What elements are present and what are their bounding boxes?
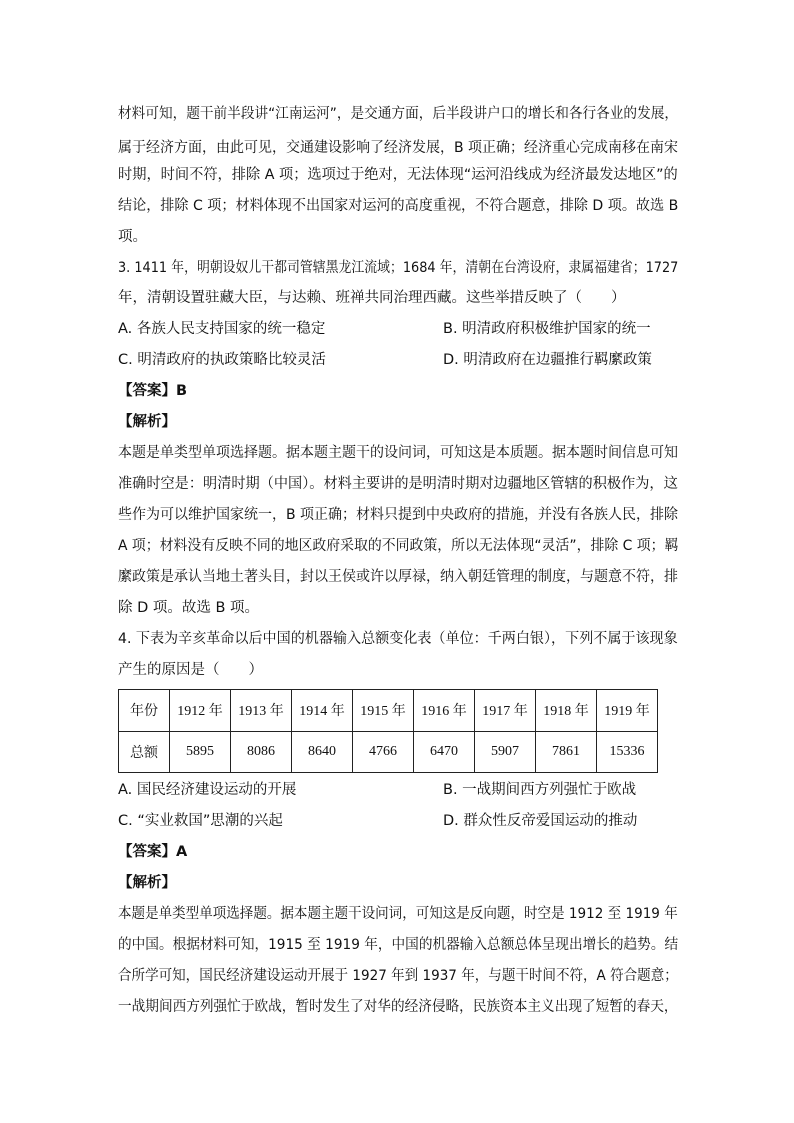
q3-analysis-line: 些作为可以维护国家统一，B 项正确；材料只提到中央政府的措施，并没有各族人民，排除 [118, 507, 679, 523]
q4-answer: 【答案】A [118, 844, 188, 860]
q4-option-b: B. 一战期间西方列强忙于欧战 [443, 782, 637, 798]
q3-analysis-line: 縻政策是承认当地土著头目，封以王侯或许以厚禄，纳入朝廷管理的制度，与题意不符，排 [118, 569, 678, 585]
table-header-cell: 年份 [119, 690, 170, 732]
text-line: 材料可知，题干前半段讲“江南运河”，是交通方面，后半段讲户口的增长和各行各业的发展， [118, 106, 679, 122]
q3-analysis-label: 【解析】 [118, 414, 176, 430]
table-cell: 1914 年 [292, 690, 353, 732]
q3-answer: 【答案】B [118, 383, 188, 399]
table-row [119, 690, 658, 732]
text-line: 时期，时间不符，排除 A 项；选项过于绝对，无法体现“运河沿线成为经济最发达地区”的 [118, 167, 678, 183]
question-3-stem: 3. 1411 年，明朝设奴儿干都司管辖黑龙江流域；1684 年，清朝在台湾设府，隶属福建省；1727 [118, 260, 679, 276]
q4-option-d: D. 群众性反帝爱国运动的推动 [443, 813, 638, 829]
q3-option-a: A. 各族人民支持国家的统一稳定 [118, 321, 326, 337]
question-3-stem: 年，清朝设置驻藏大臣，与达赖、班禅共同治理西藏。这些举措反映了（ ） [118, 290, 626, 306]
q3-option-d: D. 明清政府在边疆推行羁縻政策 [443, 352, 652, 368]
table-row [119, 731, 658, 773]
table-cell: 5895 [170, 731, 231, 773]
table-cell: 1918 年 [536, 690, 597, 732]
q3-option-c: C. 明清政府的执政策略比较灵活 [118, 352, 326, 368]
q3-option-b: B. 明清政府积极维护国家的统一 [443, 321, 651, 337]
q4-analysis-label: 【解析】 [118, 875, 176, 891]
text-line: 项。 [118, 229, 147, 245]
table-cell: 7861 [536, 731, 597, 773]
q4-analysis-line: 的中国。根据材料可知，1915 至 1919 年，中国的机器输入总额总体呈现出增长的趋势。结 [118, 937, 679, 953]
q4-analysis-line: 一战期间西方列强忙于欧战，暂时发生了对华的经济侵略，民族资本主义出现了短暂的春天， [118, 999, 678, 1015]
table-cell: 1916 年 [414, 690, 475, 732]
table-cell: 1917 年 [475, 690, 536, 732]
question-4-stem: 产生的原因是（ ） [118, 662, 263, 678]
table-cell: 4766 [353, 731, 414, 773]
table-cell: 8086 [231, 731, 292, 773]
table-header-cell: 总额 [119, 731, 170, 773]
q4-analysis-line: 合所学可知，国民经济建设运动开展于 1927 年到 1937 年，与题干时间不符，A 符合题意； [118, 968, 678, 984]
q3-analysis-line: 除 D 项。故选 B 项。 [118, 600, 260, 616]
q3-analysis-line: 准确时空是：明清时期（中国）。材料主要讲的是明清时期对边疆地区管辖的积极作为，这 [118, 476, 678, 492]
table-cell: 6470 [414, 731, 475, 773]
text-line: 属于经济方面，由此可见，交通建设影响了经济发展，B 项正确；经济重心完成南移在南宋 [118, 140, 679, 156]
text-line: 结论，排除 C 项；材料体现不出国家对运河的高度重视，不符合题意，排除 D 项。故选 B [118, 198, 679, 214]
q3-analysis-line: A 项；材料没有反映不同的地区政府采取的不同政策，所以无法体现“灵活”，排除 C 项；羁 [118, 538, 679, 554]
table-cell: 5907 [475, 731, 536, 773]
table-cell: 1919 年 [597, 690, 658, 732]
table-cell: 15336 [597, 731, 658, 773]
q3-analysis-line: 本题是单类型单项选择题。据本题主题干的设问词，可知这是本质题。据本题时间信息可知 [118, 445, 678, 461]
q4-option-c: C. “实业救国”思潮的兴起 [118, 813, 283, 829]
machine-import-table [118, 689, 658, 773]
q4-option-a: A. 国民经济建设运动的开展 [118, 782, 297, 798]
q4-analysis-line: 本题是单类型单项选择题。据本题主题干设问词，可知这是反向题，时空是 1912 至 1919 年 [118, 906, 678, 922]
question-4-stem: 4. 下表为辛亥革命以后中国的机器输入总额变化表（单位：千两白银），下列不属于该现象 [118, 631, 678, 647]
table-cell: 1915 年 [353, 690, 414, 732]
table-cell: 1913 年 [231, 690, 292, 732]
table-cell: 8640 [292, 731, 353, 773]
table-cell: 1912 年 [170, 690, 231, 732]
